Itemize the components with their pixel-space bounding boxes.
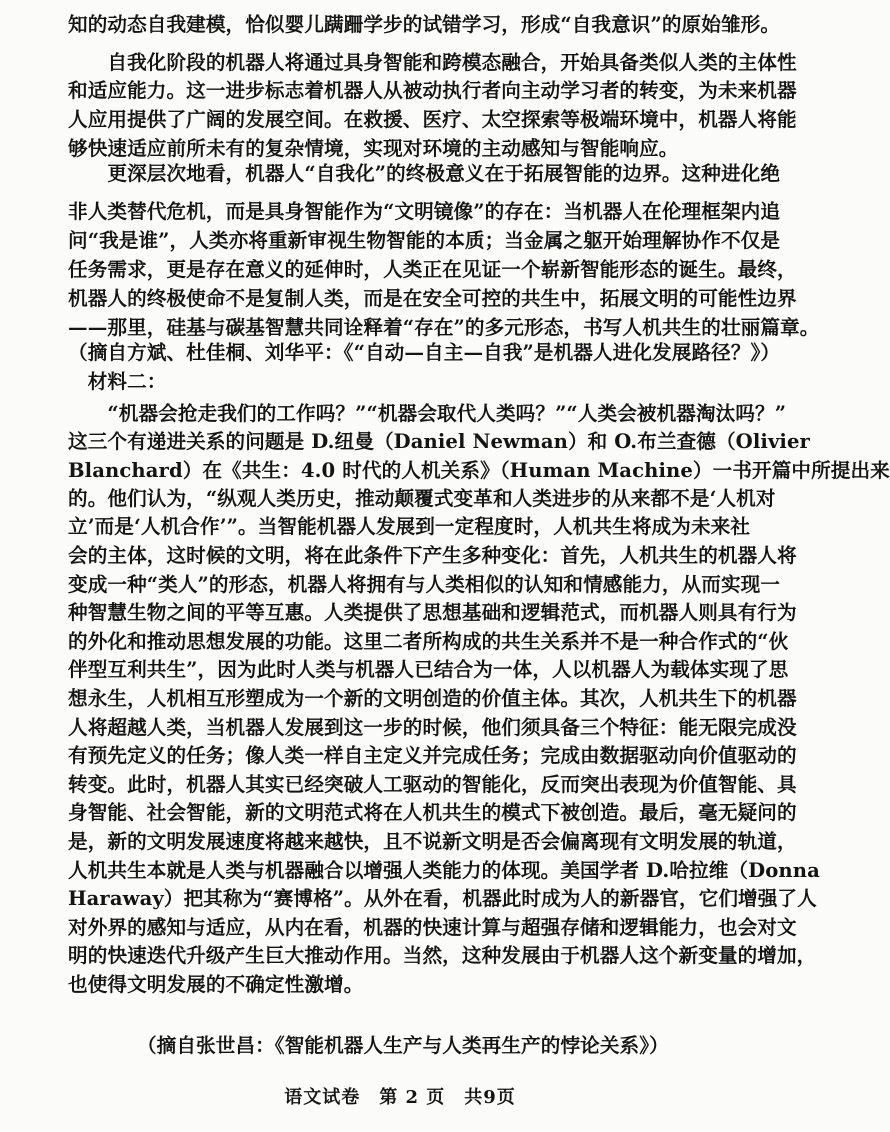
text-line: （摘自方斌、杜佳桐、刘华平：《“自动—自主—自我”是机器人进化发展路径？》） xyxy=(68,341,781,364)
text-line: 和适应能力。这一进步标志着机器人从被动执行者向主动学习者的转变，为未来机器 xyxy=(68,79,797,102)
text-line: 明的快速迭代升级产生巨大推动作用。当然，这种发展由于机器人这个新变量的增加， xyxy=(68,944,817,967)
text-line: 的外化和推动思想发展的功能。这里二者所构成的共生关系并不是一种合作式的“伙 xyxy=(68,630,789,653)
text-line: 伴型互利共生”，因为此时人类与机器人已结合为一体，人以机器人为载体实现了思 xyxy=(68,658,789,681)
text-line: 人将超越人类，当机器人发展到这一步的时候，他们须具备三个特征：能无限完成没 xyxy=(68,716,797,739)
text-line: 转变。此时，机器人其实已经突破人工驱动的智能化，反而突出表现为价值智能、具 xyxy=(68,773,797,796)
text-line: 人机共生本就是人类与机器融合以增强人类能力的体现。美国学者 D.哈拉维（Donna xyxy=(68,859,820,882)
text-line: 任务需求，更是存在意义的延伸时，人类正在见证一个崭新智能形态的诞生。最终， xyxy=(68,258,797,281)
text-line: 自我化阶段的机器人将通过具身智能和跨模态融合，开始具备类似人类的主体性 xyxy=(68,51,797,74)
text-line: 机器人的终极使命不是复制人类，而是在安全可控的共生中，拓展文明的可能性边界 xyxy=(68,287,797,310)
text-line: 有预先定义的任务；像人类一样自主定义并完成任务；完成由数据驱动向价值驱动的 xyxy=(68,744,797,767)
text-line: 知的动态自我建模，恰似婴儿蹒跚学步的试错学习，形成“自我意识”的原始雏形。 xyxy=(68,13,781,36)
text-line: Blanchard）在《共生：4.0 时代的人机关系》（Human Machine）一书开篇中所提出来 xyxy=(68,459,890,482)
text-line: “机器会抢走我们的工作吗？”“机器会取代人类吗？”“人类会被机器淘汰吗？” xyxy=(68,402,787,425)
text-line: 变成一种“类人”的形态，机器人将拥有与人类相似的认知和情感能力，从而实现一 xyxy=(68,573,781,596)
text-line: 够快速适应前所未有的复杂情境，实现对环境的主动感知与智能响应。 xyxy=(68,137,679,160)
text-line: 材料二： xyxy=(68,370,167,393)
text-line: 的。他们认为，“纵观人类历史，推动颠覆式变革和人类进步的从来都不是‘人机对 xyxy=(68,487,776,510)
text-line: Haraway）把其称为“赛博格”。从外在看，机器此时成为人的新器官，它们增强了人 xyxy=(68,887,817,910)
text-line: 会的主体，这时候的文明，将在此条件下产生多种变化：首先，人机共生的机器人将 xyxy=(68,544,797,567)
text-line: 更深层次地看，机器人“自我化”的终极意义在于拓展智能的边界。这种进化绝 xyxy=(68,162,781,185)
text-line: 这三个有递进关系的问题是 D.纽曼（Daniel Newman）和 O.布兰查德（Olivier xyxy=(68,430,810,453)
text-line: 非人类替代危机，而是具身智能作为“文明镜像”的存在：当机器人在伦理框架内追 xyxy=(68,200,781,223)
text-line: ——那里，硅基与碳基智慧共同诠释着“存在”的多元形态，书写人机共生的壮丽篇章。 xyxy=(68,316,820,339)
text-line: 问“我是谁”，人类亦将重新审视生物智能的本质；当金属之躯开始理解协作不仅是 xyxy=(68,229,781,252)
text-line: 对外界的感知与适应，从内在看，机器的快速计算与超强存储和逻辑能力，也会对文 xyxy=(68,916,797,939)
text-line: （摘自张世昌：《智能机器人生产与人类再生产的悖论关系》） xyxy=(68,1034,669,1057)
text-line: 人应用提供了广阔的发展空间。在救援、医疗、太空探索等极端环境中，机器人将能 xyxy=(68,108,797,131)
text-line: 种智慧生物之间的平等互惠。人类提供了思想基础和逻辑范式，而机器人则具有行为 xyxy=(68,601,797,624)
text-line: 是，新的文明发展速度将越来越快，且不说新文明是否会偏离现有文明发展的轨道， xyxy=(68,830,797,853)
text-line: 想永生，人机相互形塑成为一个新的文明创造的价值主体。其次，人机共生下的机器 xyxy=(68,687,797,710)
text-line: 立’而是‘人机合作’”。当智能机器人发展到一定程度时，人机共生将成为未来社 xyxy=(68,515,751,538)
page-footer: 语文试卷 第 2 页 共9页 xyxy=(284,1087,516,1108)
text-line: 也使得文明发展的不确定性激增。 xyxy=(68,973,364,996)
text-line: 身智能、社会智能，新的文明范式将在人机共生的模式下被创造。最后，毫无疑问的 xyxy=(68,801,797,824)
